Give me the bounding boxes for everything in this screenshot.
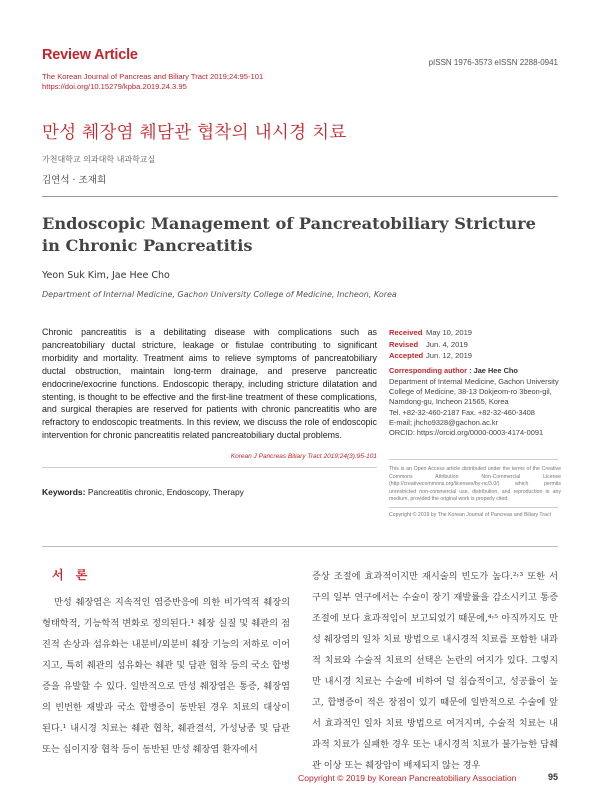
korean-authors: 김연석 · 조재희 [42,175,107,186]
divider [42,546,558,547]
date-received [389,327,472,339]
corresponding-name: Jae Hee Cho [473,366,518,375]
date-label: Accepted [389,351,424,361]
section-heading: 서 론 [52,568,92,582]
body-column-right: 증상 조절에 효과적이지만 재시술의 빈도가 높다.²˒³ 또한 서구의 일부 연구에서는 수술이 장기 재발률을 감소시키고 통증 조절에 보다 효과적임이 보고되었기 때문에,⁴˒⁵ 아직까지도 만성 췌장염의 일차 치료 방법으로 내시경적 치료를 포함한 내과적 치료와 수술적 치료의 선택은 논란의 여지가 있다. 그렇지만 내시경 치료는 수술에 비하여 덜 침습적이고, 성공률이 높고, 합병증이 적은 장점이 있기 때문에 일반적으로 수술에 앞서 효과적인 일차 치료 방법으로 여겨지며, 수술적 치료는 내과적 치료가 실패한 경우 또는 내시경적 치료가 불가능한 담췌관 이상 또는 췌장암이 배제되지 않는 경우 [312,571,558,771]
address-line: Department of Internal Medicine, Gachon University [389,377,559,386]
abstract-text: Chronic pancreatitis is a debilitating disease with complications such as pancreatobiliary ductal stricture, leakage or fistulae contributing to significant morbidity and mortality. Treatment aims to relieve symptoms of pancreatobiliary ductal obstruction, maintain long-term drainage, and preserve pancreatic endocrine/exocrine functions. Endoscopic therapy, including stricture dilatation and stenting, is thought to be effective and the first-line treatment of these complications, and surgical therapies are reserved for patients with chronic pancreatitis who are refractory to endoscopic treatments. In this review, we discuss the role of endoscopic intervention for chronic pancreatitis related pancreatobiliary ductal problems. [42,327,377,441]
date-value: Jun. 12, 2019 [426,351,473,361]
date-revised [389,339,472,351]
license-text: This is an Open Access article distributed under the terms of the Creative Commons Attribution Non-Commercial License (http://creativecommons.org/licenses/by-nc/3.0/) which permits unrestricted non-commercial use, distribution, and reproduction in any medium, provided the original work is properly cited. [389,466,561,503]
orcid-link[interactable]: ORCID: https://orcid.org/0000-0003-4174-0091 [389,428,544,438]
page-number: 95 [547,772,558,782]
date-label: Received [389,328,423,337]
korean-title: 만성 췌장염 췌담관 협착의 내시경 치료 [42,123,347,143]
english-affiliation: Department of Internal Medicine, Gachon University College of Medicine, Incheon, Korea [42,290,397,299]
address-line: College of Medicine, 38-13 Dokjeom-ro 3beon-gil, [389,387,552,397]
keywords-list: Pancreatitis chronic, Endoscopy, Therapy [87,487,244,497]
korean-affiliation: 가천대학교 의과대학 내과학교실 [42,155,156,164]
issn-info: pISSN 1976-3573 eISSN 2288-0941 [428,58,558,67]
date-value: Jun. 4, 2019 [426,339,468,349]
contact-email[interactable]: E-mail; jhcho9328@gachon.ac.kr [389,417,498,427]
english-title: Endoscopic Management of Pancreatobiliary Stricture in Chronic Pancreatitis [42,214,536,255]
footer-copyright: Copyright © 2019 by Korean Pancreatobiliary Association [298,773,517,783]
article-dates [389,327,472,362]
contact-phone: Tel. +82-32-460-2187 Fax. +82-32-460-3408 [389,407,535,417]
divider [42,196,558,197]
journal-citation-line: The Korean Journal of Pancreas and Biliary Tract 2019;24:95-101 [42,72,264,81]
article-type: Review Article [42,47,138,63]
date-value: May 10, 2019 [426,328,473,337]
english-authors: Yeon Suk Kim, Jae Hee Cho [42,270,170,281]
divider [42,467,377,468]
body-column-left: 만성 췌장염은 지속적인 염증반응에 의한 비가역적 췌장의 형태학적, 기능학적 변화로 정의된다.¹ 췌장 실질 및 췌관의 점진적 손상과 섬유화는 내분비/외분비 췌장 기능의 저하로 이어지고, 특히 췌관의 섬유화는 췌관 및 담관 협착 등의 국소 합병증을 유발할 수 있다. 일반적으로 만성 췌장염은 통증, 췌장염의 빈번한 재발과 국소 합병증이 동반된 경우 치료의 대상이 된다.¹ 내시경 치료는 췌관 협착, 췌관결석, 가성낭종 및 담관 또는 십이지장 협착 등이 동반된 만성 췌장염 환자에서 [42,597,290,755]
corresponding-author [389,366,518,375]
keywords-label: Keywords: [42,487,86,497]
journal-copyright: Copyright © 2019 by The Korean Journal of Pancreas and Biliary Tract [389,512,552,518]
date-label: Revised [389,339,419,349]
keywords [42,487,244,497]
corresponding-label: Corresponding author : [389,366,474,375]
corresponding-address [389,377,564,438]
address-line: Namdong-gu, Incheon 21565, Korea [389,397,509,407]
divider [389,507,558,508]
date-accepted [389,350,472,362]
divider [389,459,558,460]
doi-link[interactable]: https://doi.org/10.15279/kpba.2019.24.3.95 [42,82,187,91]
abstract-citation: Korean J Pancreas Biliary Tract 2019;24(3):95-101 [230,453,377,460]
